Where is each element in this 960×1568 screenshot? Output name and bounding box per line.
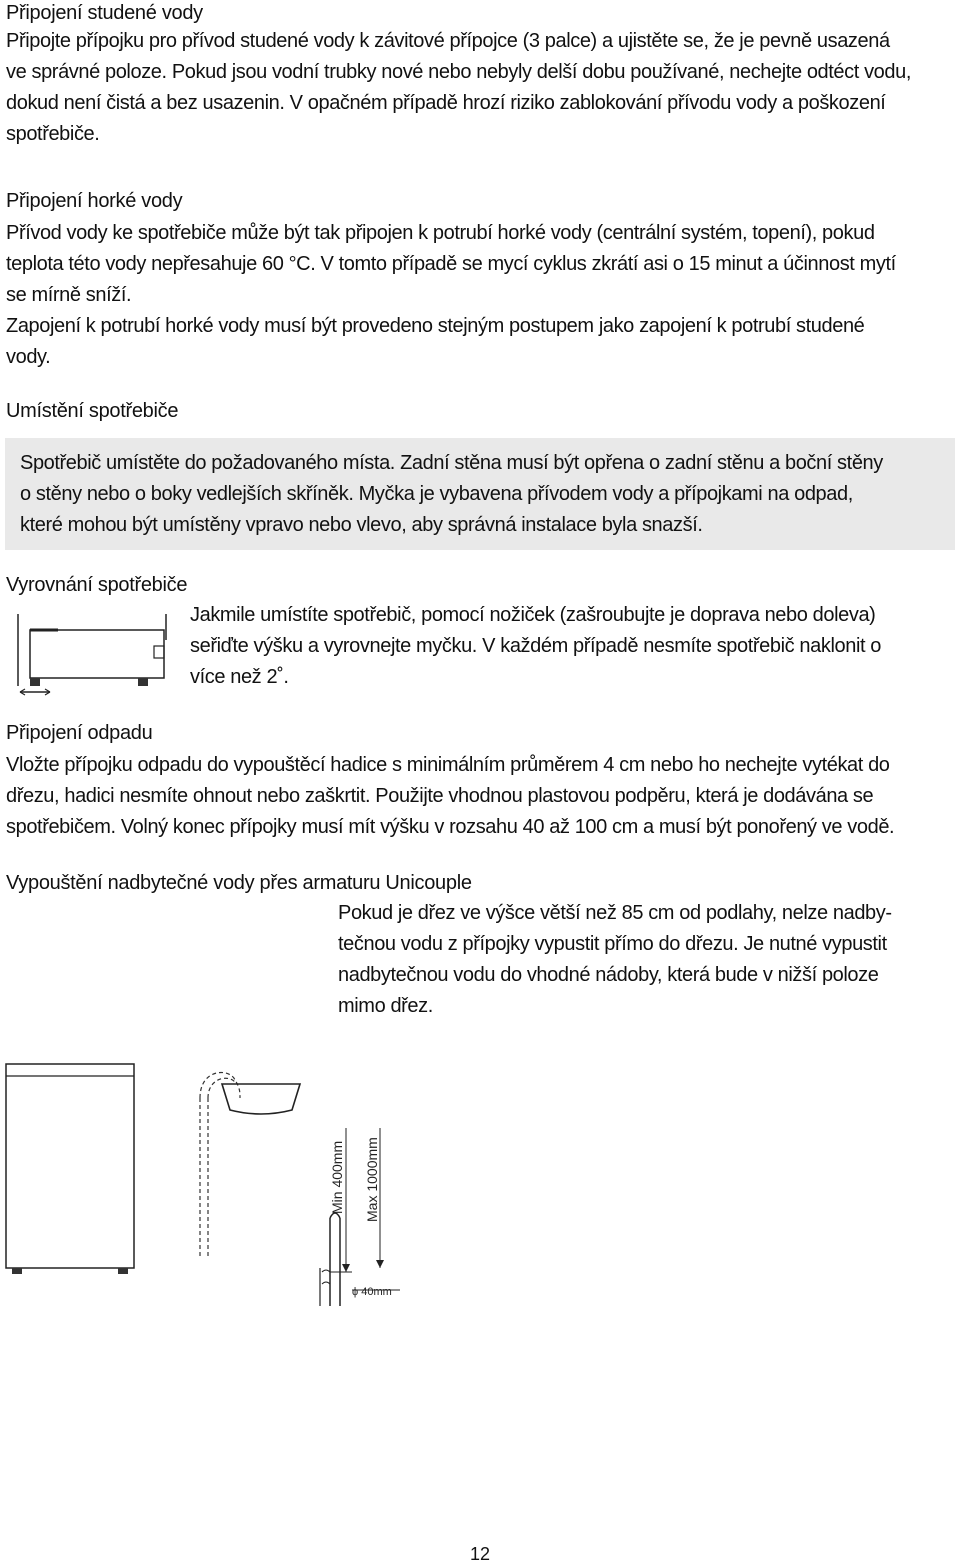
paragraph-leveling: [190, 600, 956, 693]
text-line: Přívod vody ke spotřebiče může být tak připojen k potrubí horké vody (centrální systém, topení), pokud: [6, 222, 875, 244]
heading-hot-water: Připojení horké vody: [6, 190, 183, 212]
paragraph-unicouple: [338, 898, 956, 1022]
text-line: spotřebičem. Volný konec přípojky musí mít výšku v rozsahu 40 až 100 cm a musí být ponořený ve vodě.: [6, 816, 895, 838]
text-line: Spotřebič umístěte do požadovaného místa. Zadní stěna musí být opřena o zadní stěnu a boční stěny: [20, 452, 883, 474]
heading-placement: Umístění spotřebiče: [6, 400, 179, 422]
drain-height-diagram: [0, 1058, 420, 1308]
min-height-label: Min 400mm: [329, 1140, 345, 1214]
text-line: nadbytečnou vodu do vhodné nádoby, která bude v nižší poloze: [338, 964, 879, 986]
heading-leveling: Vyrovnání spotřebiče: [6, 574, 188, 596]
text-line: mimo dřez.: [338, 995, 433, 1017]
text-line: Jakmile umístíte spotřebič, pomocí nožiček (zašroubujte je doprava nebo doleva): [190, 604, 876, 626]
text-line: teplota této vody nepřesahuje 60 °C. V tomto případě se mycí cyklus zkrátí asi o 15 minut a účinnost mytí: [6, 253, 896, 275]
leveling-illustration: [14, 608, 174, 698]
paragraph-drain: [6, 750, 956, 843]
text-line: více než 2˚.: [190, 666, 289, 688]
text-line: vody.: [6, 346, 51, 368]
text-line: ve správné poloze. Pokud jsou vodní trubky nové nebo nebyly delší dobu používané, nechejte odtéct vodu,: [6, 61, 911, 83]
text-line: Připojte přípojku pro přívod studené vody k závitové přípojce (3 palce) a ujistěte se, že je pevně usazená: [6, 30, 890, 52]
text-line: Pokud je dřez ve výšce větší než 85 cm od podlahy, nelze nadby-: [338, 902, 892, 924]
text-line: Vložte přípojku odpadu do vypouštěcí hadice s minimálním průměrem 4 cm nebo ho nechejte vytékat do: [6, 754, 890, 776]
text-line: tečnou vodu z přípojky vypustit přímo do dřezu. Je nutné vypustit: [338, 933, 887, 955]
text-line: se mírně sníží.: [6, 284, 132, 306]
text-line: spotřebiče.: [6, 123, 100, 145]
paragraph-hot-water: [6, 218, 950, 373]
heading-cold-water: Připojení studené vody: [6, 2, 203, 24]
text-line: dokud není čistá a bez usazenin. V opačném případě hrozí riziko zablokování přívodu vody a poškození: [6, 92, 886, 114]
text-line: seřiďte výšku a vyrovnejte myčku. V každém případě nesmíte spotřebič naklonit o: [190, 635, 882, 657]
paragraph-cold-water: [6, 26, 950, 150]
text-line: Zapojení k potrubí horké vody musí být provedeno stejným postupem jako zapojení k potrubí studené: [6, 315, 865, 337]
heading-unicouple: Vypouštění nadbytečné vody přes armaturu Unicouple: [6, 872, 472, 894]
text-line: o stěny nebo o boky vedlejších skříněk. Myčka je vybavena přívodem vody a přípojkami na odpad,: [20, 483, 853, 505]
text-line: dřezu, hadici nesmíte ohnout nebo zaškrtit. Použijte vhodnou plastovou podpěru, která je dodávána se: [6, 785, 874, 807]
text-line: které mohou být umístěny vpravo nebo vlevo, aby správná instalace byla snazší.: [20, 514, 703, 536]
heading-drain: Připojení odpadu: [6, 722, 153, 744]
page-number: 12: [469, 1544, 491, 1564]
diameter-label: ϕ 40mm: [352, 1286, 392, 1298]
paragraph-placement: [20, 448, 934, 541]
max-height-label: Max 1000mm: [364, 1137, 380, 1222]
